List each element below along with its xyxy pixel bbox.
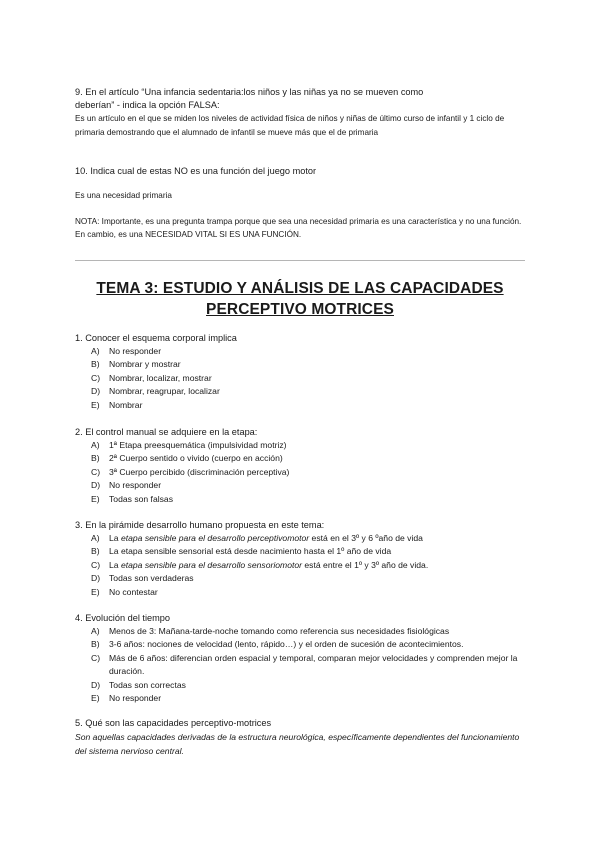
- option-d: [75, 479, 525, 492]
- option-text: 3ª Cuerpo percibido (discriminación perceptiva): [109, 466, 290, 477]
- option-text: Nombrar, localizar, mostrar: [109, 372, 212, 383]
- option-c: [75, 466, 525, 479]
- options-list: [75, 625, 525, 705]
- option-c: [75, 372, 525, 385]
- option-text: La etapa sensible sensorial está desde nacimiento hasta el 1º año de vida: [109, 546, 392, 557]
- question-10-note: NOTA: Importante, es una pregunta trampa porque que sea una necesidad primaria es una característica y no una función. En cambio, es una NECESIDAD VITAL SI ES UNA FUNCIÓN.: [75, 217, 522, 240]
- option-text-suffix: está en el 3º y 6 ºaño de vida: [309, 533, 423, 543]
- question-5-answer: Son aquellas capacidades derivadas de la estructura neurológica, específicamente dependientes del funcionamiento del sistema nervioso central.: [75, 732, 520, 756]
- question-title: 1. Conocer el esquema corporal implica: [75, 333, 237, 343]
- option-text: No responder: [109, 693, 162, 704]
- question-10-answer: Es una necesidad primaria: [75, 191, 172, 200]
- option-b: [75, 638, 525, 651]
- question-9: [75, 86, 525, 139]
- tema3-question-5: [75, 717, 525, 758]
- option-letter: A): [91, 533, 100, 543]
- question-title: 5. Qué son las capacidades perceptivo-motrices: [75, 718, 272, 728]
- question-9-title-line1: 9. En el artículo “Una infancia sedentaria:los niños y las niñas ya no se mueven como: [75, 87, 424, 97]
- option-letter: C): [91, 466, 101, 477]
- option-e: [75, 493, 525, 506]
- option-c: [75, 652, 525, 679]
- option-text-italic: etapa sensible para el desarrollo perceptivomotor: [120, 533, 310, 543]
- option-c: [75, 559, 525, 572]
- option-b: [75, 358, 525, 371]
- options-list: [75, 532, 525, 599]
- option-letter: D): [91, 480, 101, 491]
- option-letter: D): [91, 679, 101, 690]
- option-text: No responder: [109, 346, 162, 356]
- option-text: Todas son falsas: [109, 493, 174, 504]
- question-10: [75, 165, 525, 178]
- option-letter: D): [91, 573, 101, 584]
- options-list: [75, 345, 525, 412]
- option-text: 1ª Etapa preesquemática (impulsividad motriz): [109, 440, 287, 450]
- option-text: Menos de 3: Mañana-tarde-noche tomando como referencia sus necesidades fisiológicas: [109, 626, 450, 636]
- option-text: No responder: [109, 480, 162, 491]
- option-letter: E): [91, 586, 100, 597]
- option-text: Nombrar, reagrupar, localizar: [109, 386, 220, 397]
- options-list: [75, 439, 525, 506]
- option-b: [75, 452, 525, 465]
- option-b: [75, 545, 525, 558]
- option-e: [75, 692, 525, 705]
- option-letter: E): [91, 493, 100, 504]
- option-text: Todas son verdaderas: [109, 573, 194, 584]
- option-letter: D): [91, 386, 101, 397]
- option-text-prefix: La: [109, 533, 121, 543]
- option-letter: B): [91, 453, 100, 464]
- option-a: [75, 439, 525, 452]
- section-heading-line2: PERCEPTIVO MOTRICES: [206, 301, 394, 318]
- option-text: Nombrar y mostrar: [109, 359, 181, 370]
- option-d: [75, 572, 525, 585]
- question-10-title: 10. Indica cual de estas NO es una función del juego motor: [75, 166, 317, 176]
- option-letter: B): [91, 546, 100, 557]
- question-title: 3. En la pirámide desarrollo humano propuesta en este tema:: [75, 520, 325, 530]
- option-text-prefix: La: [109, 559, 121, 570]
- section-heading: [75, 278, 525, 320]
- option-text: Nombrar: [109, 399, 143, 410]
- option-letter: E): [91, 399, 100, 410]
- option-letter: A): [91, 346, 100, 356]
- tema3-question-2: [75, 426, 525, 506]
- section-heading-line1: TEMA 3: ESTUDIO Y ANÁLISIS DE LAS CAPACIDADES: [96, 280, 504, 297]
- option-letter: C): [91, 559, 101, 570]
- option-letter: B): [91, 359, 100, 370]
- question-9-answer: Es un artículo en el que se miden los niveles de actividad física de niños y niñas de último curso de infantil y 1 ciclo de primaria demostrando que el alumnado de infantil se mueve más que el de primaria: [75, 114, 505, 137]
- option-text: Más de 6 años: diferencian orden espacial y temporal, comparan mejor velocidades y comprenden mejor la duración.: [109, 652, 518, 677]
- option-text: 2ª Cuerpo sentido o vivido (cuerpo en acción): [109, 453, 283, 464]
- option-d: [75, 385, 525, 398]
- option-letter: C): [91, 652, 101, 663]
- option-a: [75, 532, 525, 545]
- option-letter: A): [91, 440, 100, 450]
- option-letter: E): [91, 693, 100, 704]
- option-text-suffix: está entre el 1º y 3º año de vida.: [302, 559, 429, 570]
- option-letter: A): [91, 626, 100, 636]
- tema3-question-1: [75, 332, 525, 412]
- option-letter: B): [91, 639, 100, 650]
- option-e: [75, 399, 525, 412]
- question-title: 4. Evolución del tiempo: [75, 613, 170, 623]
- option-text: 3-6 años: nociones de velocidad (lento, rápido…) y el orden de sucesión de acontecimientos.: [109, 639, 464, 650]
- option-a: [75, 345, 525, 358]
- section-divider: [75, 260, 525, 261]
- option-letter: C): [91, 372, 101, 383]
- option-e: [75, 586, 525, 599]
- option-a: [75, 625, 525, 638]
- tema3-question-4: [75, 612, 525, 705]
- option-text: No contestar: [109, 586, 158, 597]
- question-9-title-line2: deberían” - indica la opción FALSA:: [75, 100, 220, 111]
- tema3-question-3: [75, 519, 525, 599]
- option-text-italic: etapa sensible para el desarrollo sensoriomotor: [120, 559, 303, 570]
- option-text: Todas son correctas: [109, 679, 186, 690]
- option-d: [75, 679, 525, 692]
- question-title: 2. El control manual se adquiere en la etapa:: [75, 427, 258, 437]
